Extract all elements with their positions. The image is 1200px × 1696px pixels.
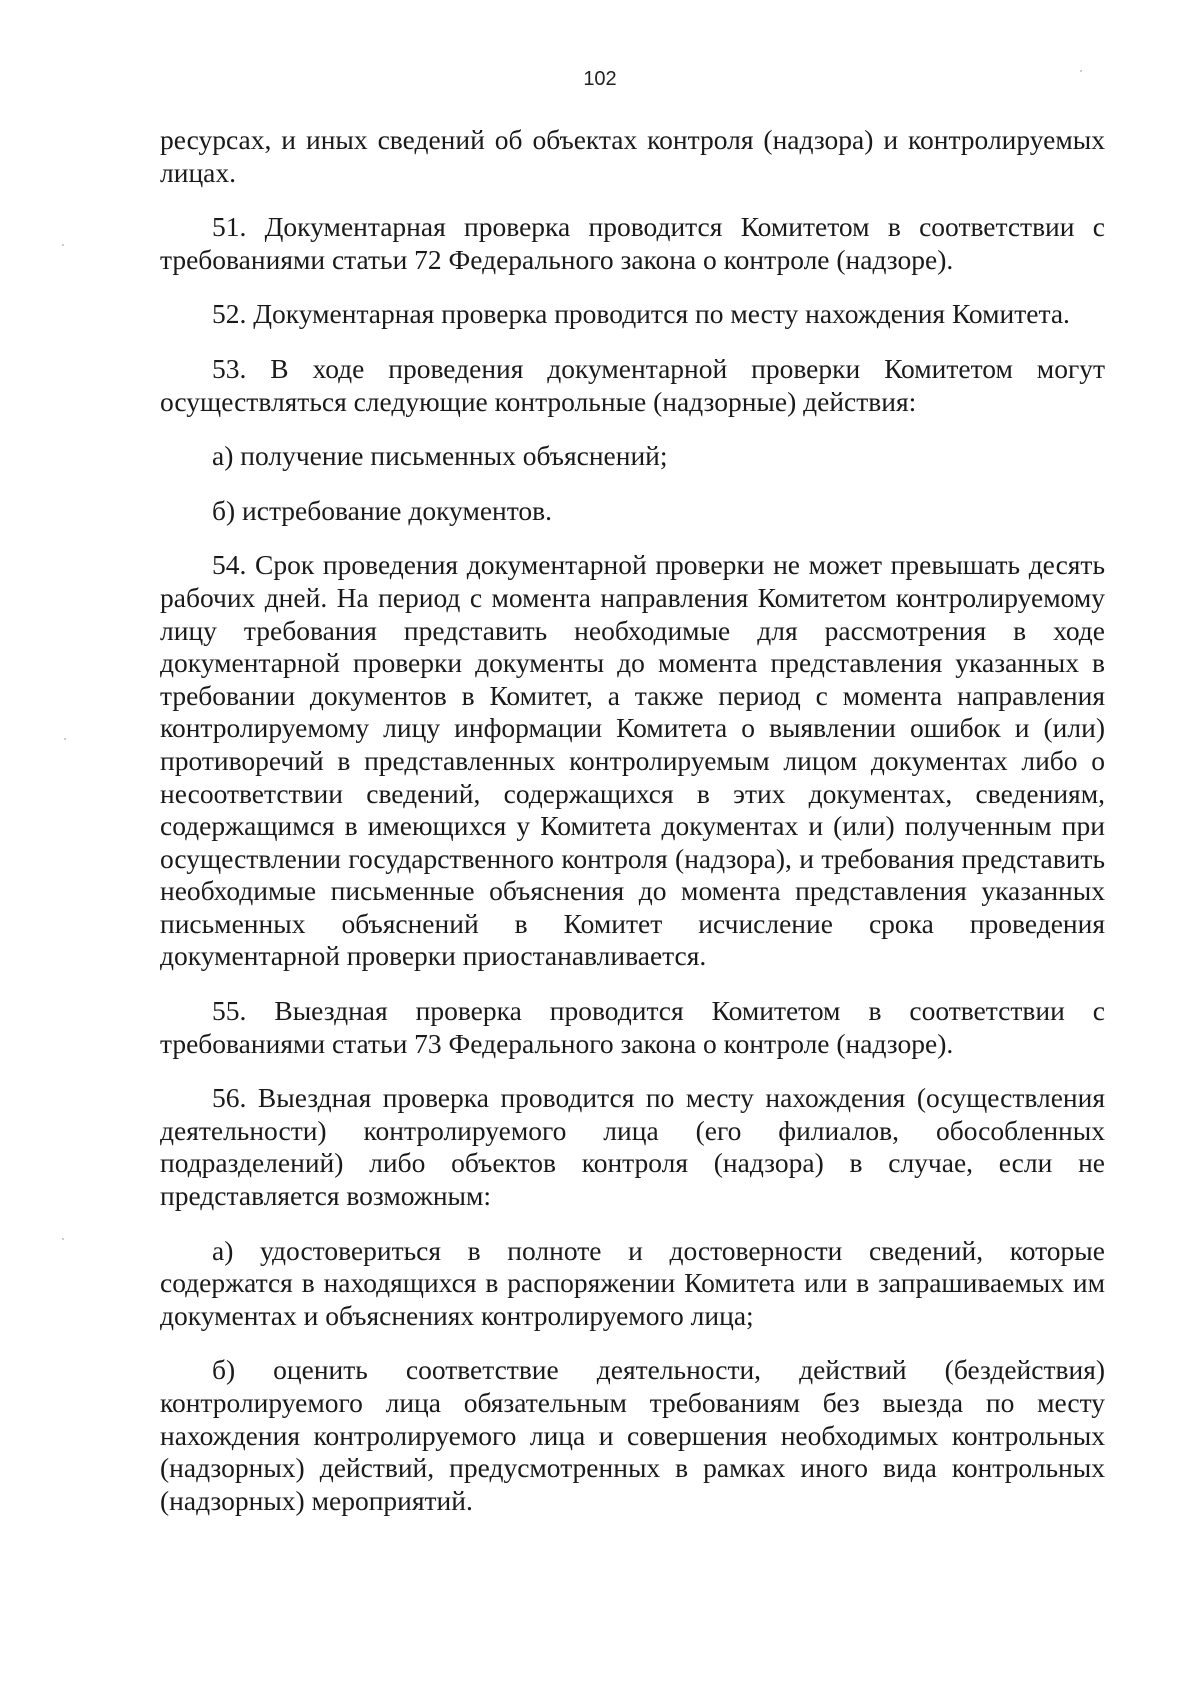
paragraph-53: 53. В ходе проведения документарной проверки Комитетом могут осуществляться следующие контрольные (надзорные) действия: [160, 352, 1105, 417]
paragraph-56-b: б) оценить соответствие деятельности, действий (бездействия) контролируемого лица обязательным требованиям без выезда по месту нахождения контролируемого лица и совершения необходимых контрольных (надзорных) действий, предусмотренных в рамках иного вида контрольных (надзорных) мероприятий. [160, 1354, 1105, 1516]
paragraph-51: 51. Документарная проверка проводится Комитетом в соответствии с требованиями статьи 72 Федерального закона о контроле (надзоре). [160, 211, 1105, 275]
paragraph-55: 55. Выездная проверка проводится Комитетом в соответствии с требованиями статьи 73 Федерального закона о контроле (надзоре). [160, 995, 1105, 1059]
scan-speck [1080, 70, 1082, 72]
paragraph-continuation: ресурсах, и иных сведений об объектах контроля (надзора) и контролируемых лицах. [160, 124, 1105, 188]
scan-speck [64, 738, 66, 740]
paragraph-56: 56. Выездная проверка проводится по месту нахождения (осуществления деятельности) контролируемого лица (его филиалов, обособленных подразделений) либо объектов контроля (надзора) в случае, если не представляется возможным: [160, 1082, 1105, 1212]
page-number: 102 [583, 68, 617, 90]
scan-speck [62, 244, 64, 246]
paragraph-53-b: б) истребование документов. [212, 494, 553, 526]
document-body [160, 124, 1105, 1517]
paragraph-52: 52. Документарная проверка проводится по месту нахождения Комитета. [212, 298, 1070, 330]
paragraph-56-a: а) удостовериться в полноте и достоверности сведений, которые содержатся в находящихся в распоряжении Комитета или в запрашиваемых им документах и объяснениях контролируемого лица; [160, 1234, 1105, 1331]
paragraph-53-a: а) получение письменных объяснений; [212, 440, 668, 472]
scan-speck [62, 1238, 64, 1240]
paragraph-54: 54. Срок проведения документарной проверки не может превышать десять рабочих дней. На период с момента направления Комитетом контролируемому лицу требования представить необходимые для рассмотрения в ходе документарной проверки документы до момента представления указанных в требовании документов в Комитет, а также период с момента направления контролируемому лицу информации Комитета о выявлении ошибок и (или) противоречий в представленных контролируемым лицом документах либо о несоответствии сведений, содержащихся в этих документах, сведениям, содержащимся в имеющихся у Комитета документах и (или) полученным при осуществлении государственного контроля (надзора), и требования представить необходимые письменные объяснения до момента представления указанных письменных объяснений в Комитет исчисление срока проведения документарной проверки приостанавливается. [160, 549, 1105, 972]
